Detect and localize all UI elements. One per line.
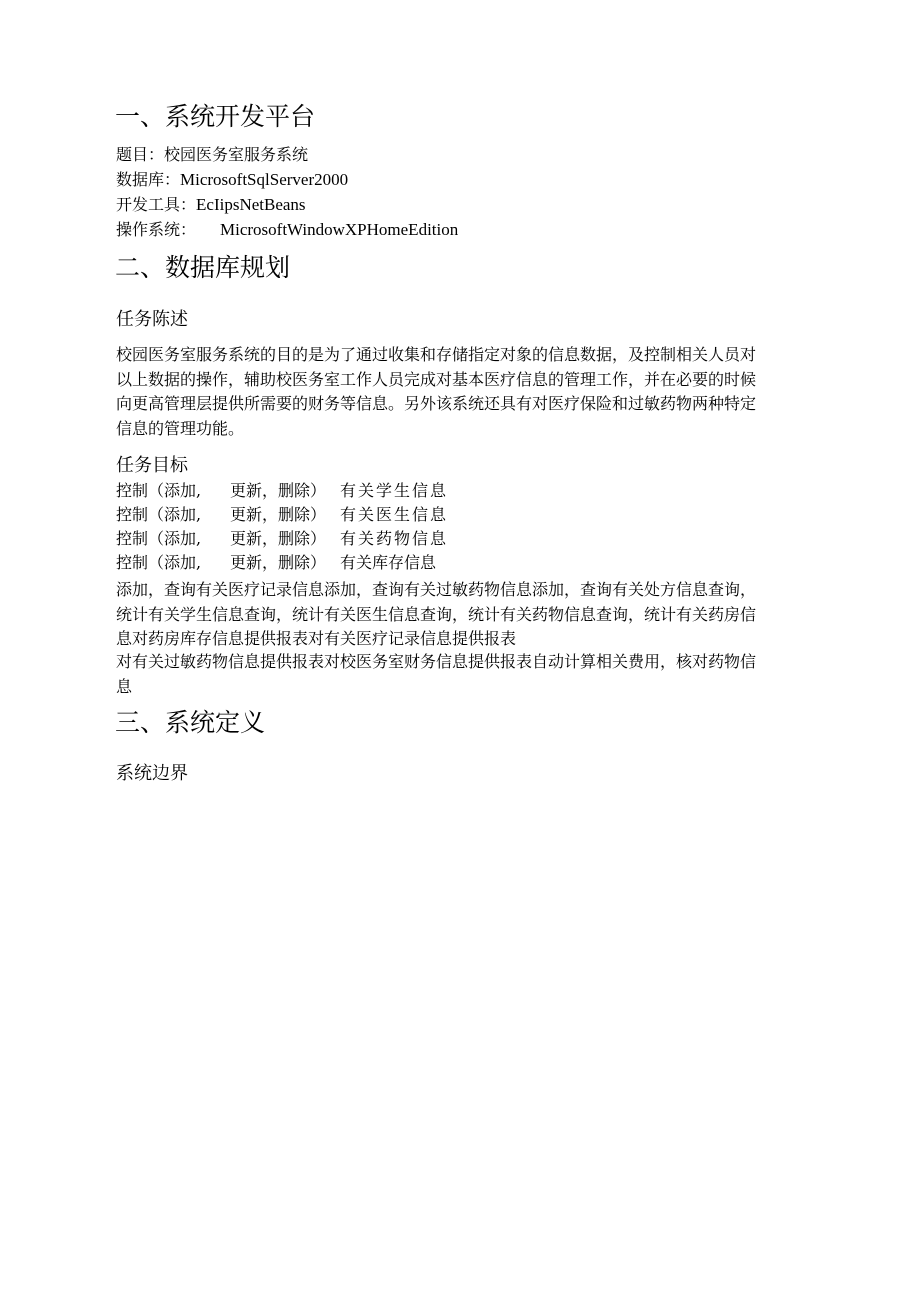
report-paragraph xyxy=(116,650,802,699)
title-line xyxy=(116,145,308,165)
database-line xyxy=(116,170,348,190)
goal-paragraph xyxy=(116,578,802,652)
section3-heading: 三、系统定义 xyxy=(115,708,266,737)
control-ops: 更新，删除） xyxy=(230,481,327,500)
system-boundary-heading: 系统边界 xyxy=(116,763,188,784)
paragraph-line: 以上数据的操作，辅助校医务室工作人员完成对基本医疗信息的管理工作，并在必要的时候 xyxy=(116,369,757,389)
dev-tool-value: EcIipsNetBeans xyxy=(196,195,306,214)
paragraph-line: 息 xyxy=(116,676,133,696)
control-action: 控制（添加, xyxy=(116,505,202,524)
paragraph-line: 信息的管理功能。 xyxy=(116,418,245,438)
title-value: 校园医务室服务系统 xyxy=(164,145,309,164)
os-value: MicrosoftWindowXPHomeEdition xyxy=(220,220,459,239)
task-goal-heading: 任务目标 xyxy=(116,455,188,476)
task-statement-heading: 任务陈述 xyxy=(116,309,188,330)
title-label: 题目： xyxy=(116,145,165,164)
paragraph-line: 对有关过敏药物信息提供报表对校医务室财务信息提供报表自动计算相关费用，核对药物信 xyxy=(116,652,757,671)
control-action: 控制（添加, xyxy=(116,553,202,572)
dev-tool-line xyxy=(116,195,306,215)
control-target: 有关学生信息 xyxy=(340,481,449,500)
paragraph-line: 向更高管理层提供所需要的财务等信息。另外该系统还具有对医疗保险和过敏药物两种特定 xyxy=(116,394,757,413)
os-label: 操作系统： xyxy=(116,220,197,239)
control-ops: 更新，删除） xyxy=(230,553,327,572)
control-target: 有关医生信息 xyxy=(340,505,449,524)
database-value: MicrosoftSqlServer2000 xyxy=(180,170,349,189)
control-item xyxy=(116,481,448,501)
control-target: 有关药物信息 xyxy=(340,529,449,548)
paragraph-line: 校园医务室服务系统的目的是为了通过收集和存储指定对象的信息数据，及控制相关人员对 xyxy=(116,345,757,364)
database-label: 数据库： xyxy=(116,170,181,189)
control-item xyxy=(116,505,448,525)
section1-heading: 一、系统开发平台 xyxy=(115,102,316,131)
control-item xyxy=(116,529,448,549)
paragraph-line: 统计有关学生信息查询，统计有关医生信息查询，统计有关药物信息查询，统计有关药房信 xyxy=(116,604,757,624)
control-item xyxy=(116,553,436,573)
section2-heading: 二、数据库规划 xyxy=(115,253,291,282)
dev-tool-label: 开发工具： xyxy=(116,195,197,214)
paragraph-line: 息对药房库存信息提供报表对有关医疗记录信息提供报表 xyxy=(116,629,517,648)
control-action: 控制（添加, xyxy=(116,481,202,500)
os-line xyxy=(116,220,458,240)
task-statement-paragraph xyxy=(116,343,802,441)
control-ops: 更新，删除） xyxy=(230,505,327,524)
control-ops: 更新，删除） xyxy=(230,529,327,548)
paragraph-line: 添加，查询有关医疗记录信息添加，查询有关过敏药物信息添加，查询有关处方信息查询， xyxy=(116,580,757,599)
control-target: 有关库存信息 xyxy=(340,553,437,572)
control-action: 控制（添加, xyxy=(116,529,202,548)
